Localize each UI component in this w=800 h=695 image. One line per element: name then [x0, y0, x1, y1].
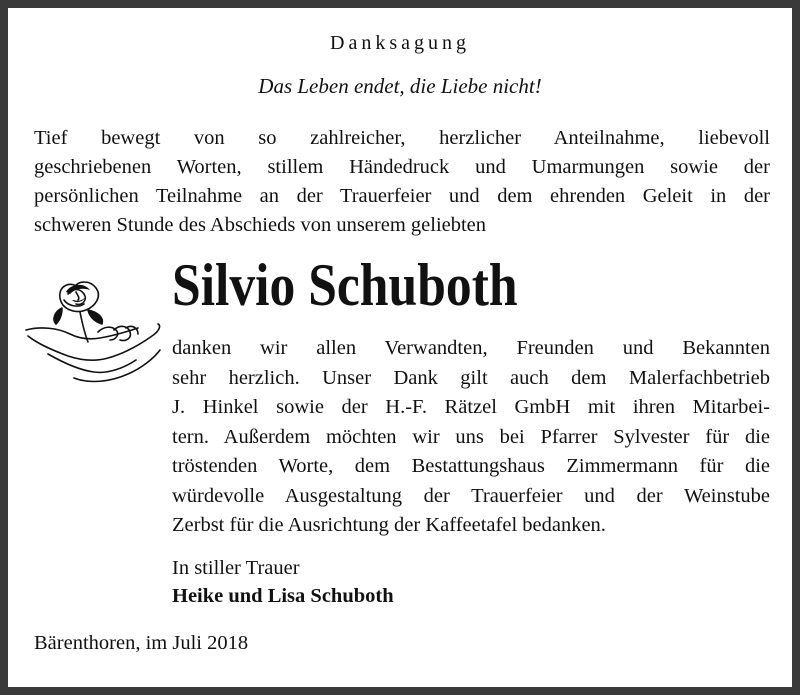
intro-paragraph	[34, 124, 770, 240]
notice-heading: Danksagung	[330, 32, 470, 54]
intro-line: schweren Stunde des Abschieds von unserem geliebten	[34, 214, 487, 236]
thanks-line: J. Hinkel sowie der H.-F. Rätzel GmbH mit ihren Mitarbei-	[172, 396, 770, 418]
signers: Heike und Lisa Schuboth	[172, 585, 394, 607]
thanks-line: danken wir allen Verwandten, Freunden und Bekannten	[172, 337, 770, 359]
thanks-line: sehr herzlich. Unser Dank gilt auch dem Malerfachbetrieb	[172, 366, 770, 389]
intro-line: Tief bewegt von so zahlreicher, herzlicher Anteilnahme, liebevoll	[34, 127, 770, 149]
notice-motto: Das Leben endet, die Liebe nicht!	[258, 74, 542, 98]
thanks-paragraph	[172, 334, 770, 541]
thanks-line: Zerbst für die Ausrichtung der Kaffeetafel bedanken.	[172, 514, 606, 536]
thanks-line: würdevolle Ausgestaltung der Trauerfeier und der Weinstube	[172, 484, 770, 507]
rose-in-hands-icon	[18, 270, 168, 398]
closing-label: In stiller Trauer	[172, 557, 300, 579]
intro-line: geschriebenen Worten, stillem Händedruck und Umarmungen sowie der	[34, 156, 770, 178]
deceased-name: Silvio Schuboth	[172, 252, 518, 318]
thanks-line: tern. Außerdem möchten wir uns bei Pfarrer Sylvester für die	[172, 425, 770, 448]
thanks-line: tröstenden Worte, dem Bestattungshaus Zimmermann für die	[172, 455, 770, 477]
place-date: Bärenthoren, im Juli 2018	[34, 632, 249, 654]
obituary-notice	[8, 8, 792, 687]
intro-line: persönlichen Teilnahme an der Trauerfeier und dem ehrenden Geleit in der	[34, 185, 770, 207]
